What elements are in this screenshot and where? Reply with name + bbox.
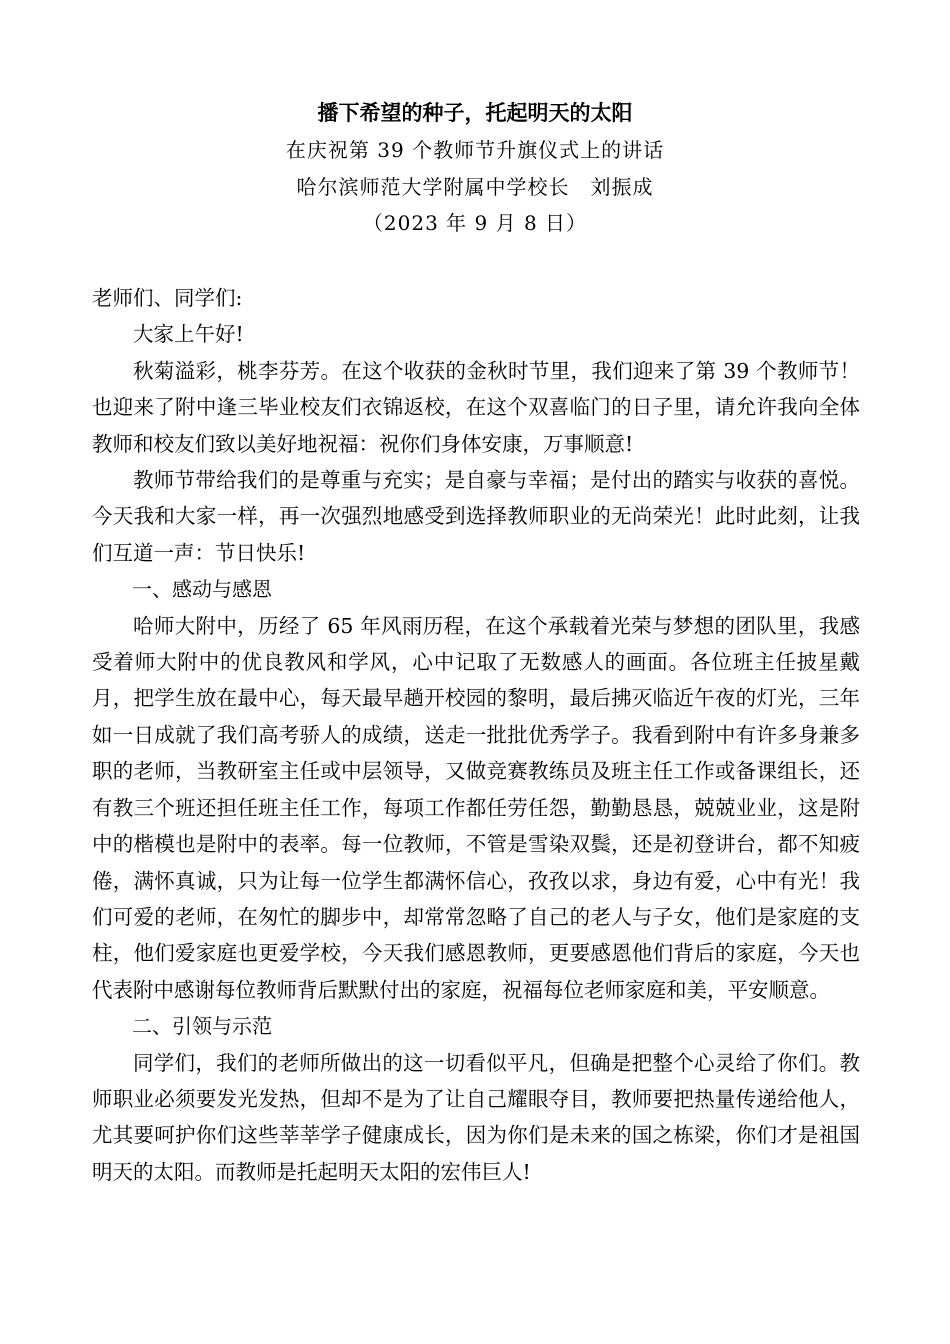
speech-body <box>92 280 860 1190</box>
greeting-paragraph: 大家上午好! <box>133 322 244 347</box>
speech-subtitle: 在庆祝第 39 个教师节升旗仪式上的讲话 <box>285 138 665 162</box>
section-heading-1: 一、感动与感恩 <box>132 577 272 602</box>
speaker-line: 哈尔滨师范大学附属中学校长 刘振成 <box>296 175 654 199</box>
speech-date: （2023 年 9 月 8 日） <box>362 211 588 235</box>
opening-paragraph: 秋菊溢彩，桃李芬芳。在这个收获的金秋时节里，我们迎来了第 39 个教师节！也迎来了附中逢三毕业校友们衣锦返校，在这个双喜临门的日子里，请允许我向全体教师和校友们致以美好地祝福：祝你们身体安康，万事顺意! <box>92 358 860 456</box>
section-1-paragraph: 哈师大附中，历经了 65 年风雨历程，在这个承载着光荣与梦想的团队里，我感受着师大附中的优良教风和学风，心中记取了无数感人的画面。各位班主任披星戴月，把学生放在最中心，每天最早趟开校园的黎明，最后拂灭临近午夜的灯光，三年如一日成就了我们高考骄人的成绩，送走一批批优秀学子。我看到附中有许多身兼多职的老师，当教研室主任或中层领导，又做竞赛教练员及班主任工作或备课组长，还有教三个班还担任班主任工作，每项工作都任劳任怨，勤勤恳恳，兢兢业业，这是附中的楷模也是附中的表率。每一位教师，不管是雪染双鬓，还是初登讲台，都不知疲倦，满怀真诚，只为让每一位学生都满怀信心，孜孜以求，身边有爱，心中有光！我们可爱的老师，在匆忙的脚步中，却常常忽略了自己的老人与子女，他们是家庭的支柱，他们爱家庭也更爱学校，今天我们感恩教师，更要感恩他们背后的家庭，今天也代表附中感谢每位教师背后默默付出的家庭，祝福每位老师家庭和美，平安顺意。 <box>92 613 860 1002</box>
section-2-paragraph: 同学们，我们的老师所做出的这一切看似平凡，但确是把整个心灵给了你们。教师职业必须要发光发热，但却不是为了让自己耀眼夺目，教师要把热量传递给他人，尤其要呵护你们这些莘莘学子健康成长，因为你们是未来的国之栋梁，你们才是祖国明天的太阳。而教师是托起明天太阳的宏伟巨人! <box>92 1050 860 1184</box>
section-heading-2: 二、引领与示范 <box>132 1014 272 1039</box>
speech-title: 播下希望的种子，托起明天的太阳 <box>317 101 633 125</box>
intro-paragraph: 教师节带给我们的是尊重与充实；是自豪与幸福；是付出的踏实与收获的喜悦。今天我和大家一样，再一次强烈地感受到选择教师职业的无尚荣光！此时此刻，让我们互道一声：节日快乐! <box>92 468 860 565</box>
salutation: 老师们、同学们: <box>92 286 243 310</box>
